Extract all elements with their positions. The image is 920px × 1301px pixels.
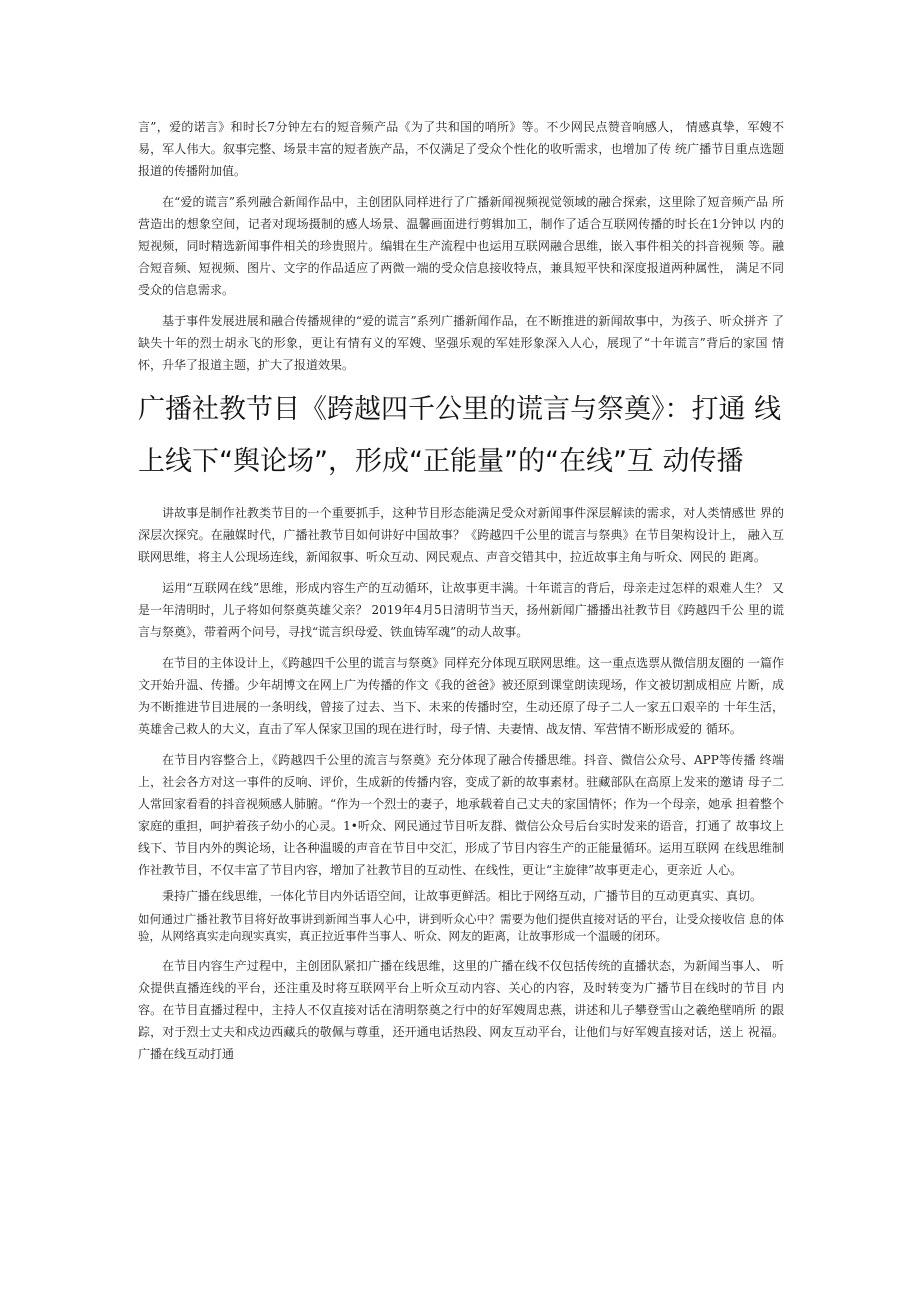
paragraph-internet-online: 运用“互联网在线”思维，形成内容生产的互动循环，让故事更丰满。十年谎言的背后，母亲走过怎样的艰难人生？ 又是一年清明时，儿子将如何祭奠英雄父亲？ 2019年4月5日清明节当天，扬州新闻广播播出社教节目《跨越四千公 里的谎言与祭奠》，带着两个问号，寻找“谎言织母爱、铁血铸军魂”的动人故事。 <box>138 581 784 639</box>
section-heading: 广播社教节目《跨越四千公里的谎言与祭奠》：打通 线上线下“舆论场”，形成“正能量”的“在线”互 动传播 <box>138 394 782 477</box>
paragraph-broadcast-online: 秉持广播在线思维，一体化节目内外话语空间，让故事更鲜活。相比于网络互动，广播节目的互动更真实、真切。 <box>162 889 763 903</box>
paragraph-dialogue-platform: 如何通过广播社教节目将好故事讲到新闻当事人心中，讲到听众心中？需要为他们提供直接对话的平台，让受众接收信 息的体验，从网络真实走向现实真实，真正拉近事件当事人、听众、网友的距离，让故事形成一个温暖的闭环。 <box>138 912 784 943</box>
paragraph-content-integration: 在节目内容整合上，《跨越四千公里的流言与祭奠》充分体现了融合传播思维。抖音、微信公众号、APP等传播 终端上，社会各方对这一事件的反响、评价，生成新的传播内容，变成了新的故事素材。驻藏部队在高原上发来的邀请 母子二人常回家看看的抖音视频感人肺腑。“作为一个烈士的妻子，地承载着自己丈夫的家国情怀；作为一个母亲，她承 担着整个家庭的重担，呵护着孩子幼小的心灵。1•听众、网民通过节目听友群、微信公众号后台实时发来的语音，打通了 故事坟上线下、节目内外的舆论场，让各种温暖的声音在节目中交汇，形成了节目内容生产的正能量循环。运用互联网 在线思维制作社教节目，不仅丰富了节目内容，增加了社教节目的互动性、在线性，更让“主旋律”故事更走心，更亲近 人心。 <box>138 753 784 877</box>
document-body <box>138 116 784 1065</box>
paragraph-program-design: 在节目的主体设计上，《跨越四千公里的谎言与祭奠》同样充分体现互联网思维。这一重点选票从微信朋友圈的 一篇作文开始升温、传播。少年胡博文在网上广为传播的作文《我的爸爸》被还原到课堂朗读现场，作文被切割成相应 片断，成为不断推进节目进展的一条明线，曾接了过去、当下、未来的传播时空，生动还原了母子二人一家五口艰辛的 十年生活，英雄舍己救人的大义，直击了军人保家卫国的现在进行时，母子情、夫妻情、战友情、军营情不断形成爱的 循环。 <box>138 656 784 736</box>
paragraph-production-process: 在节目内容生产过程中，主创团队紧扣广播在线思维，这里的广播在线不仅包括传统的直播状态，为新闻当事人、 听众提供直播连线的平台，还注重及时将互联网平台上听众互动内容、关心的内容，及时转变为广播节目在线时的节目 内容。在节目直播过程中，主持人不仅直接对话在清明祭奠之行中的好军嫂周忠燕，讲述和儿子攀登雪山之羲绝壁哨所 的跟踪，对于烈士丈夫和戍边西藏兵的敬佩与尊重，还开通电话热段、网友互动平台，让他们与好军嫂直接对话，送上 祝福。广播在线互动打通 <box>138 959 784 1061</box>
paragraph-continued: 言”，爱的诺言》和时长7分钟左右的短音频产品《为了共和国的哨所》等。不少网民点赞音响感人， 情感真挚，军嫂不易，军人伟大。叙事完整、场景丰富的短者族产品，不仅满足了受众个性化的收听需求，也增加了传 统广播节目重点选题报道的传播附加值。 <box>138 120 784 178</box>
paragraph-series-summary: 基于事件发展进展和融合传播规律的“爱的谎言”系列广播新闻作品，在不断推进的新闻故事中，为孩子、听众拼齐 了缺失十年的烈士胡永飞的形象，更让有情有义的军嫂、坚强乐观的军娃形象深入人心，展现了“十年谎言”背后的家国 情怀，升华了报道主题，扩大了报道效果。 <box>138 314 784 372</box>
paragraph-video-fusion: 在“爱的谎言”系列融合新闻作品中，主创团队同样进行了广播新闻视频视觉领域的融合探索，这里除了短音频产品 所营造出的想象空间，记者对现场摄制的感人场景、温馨画面进行剪辑加工，制作了适合互联网传播的时长在1分钟以 内的短视频，同时精选新闻事件相关的珍贵照片。编辑在生产流程中也运用互联网融合思维，嵌入事件相关的抖音视频 等。融合短音频、短视频、图片、文字的作品适应了两微一端的受众信息接收特点，兼具短平快和深度报道两种属性， 满足不同受众的信息需求。 <box>138 195 784 297</box>
paragraph-storytelling: 讲故事是制作社教类节目的一个重要抓手，这种节目形态能满足受众对新闻事件深层解读的需求，对人类情感世 界的深层次探究。在融媒时代，广播社教节目如何讲好中国故事？《跨越四千公里的谎言与祭典》在节目架构设计上， 融入互联网思维，将主人公现场连线，新闻叙事、听众互动、网民观点、声音交错其中，拉近故事主角与听众、网民的 距离。 <box>138 506 784 564</box>
